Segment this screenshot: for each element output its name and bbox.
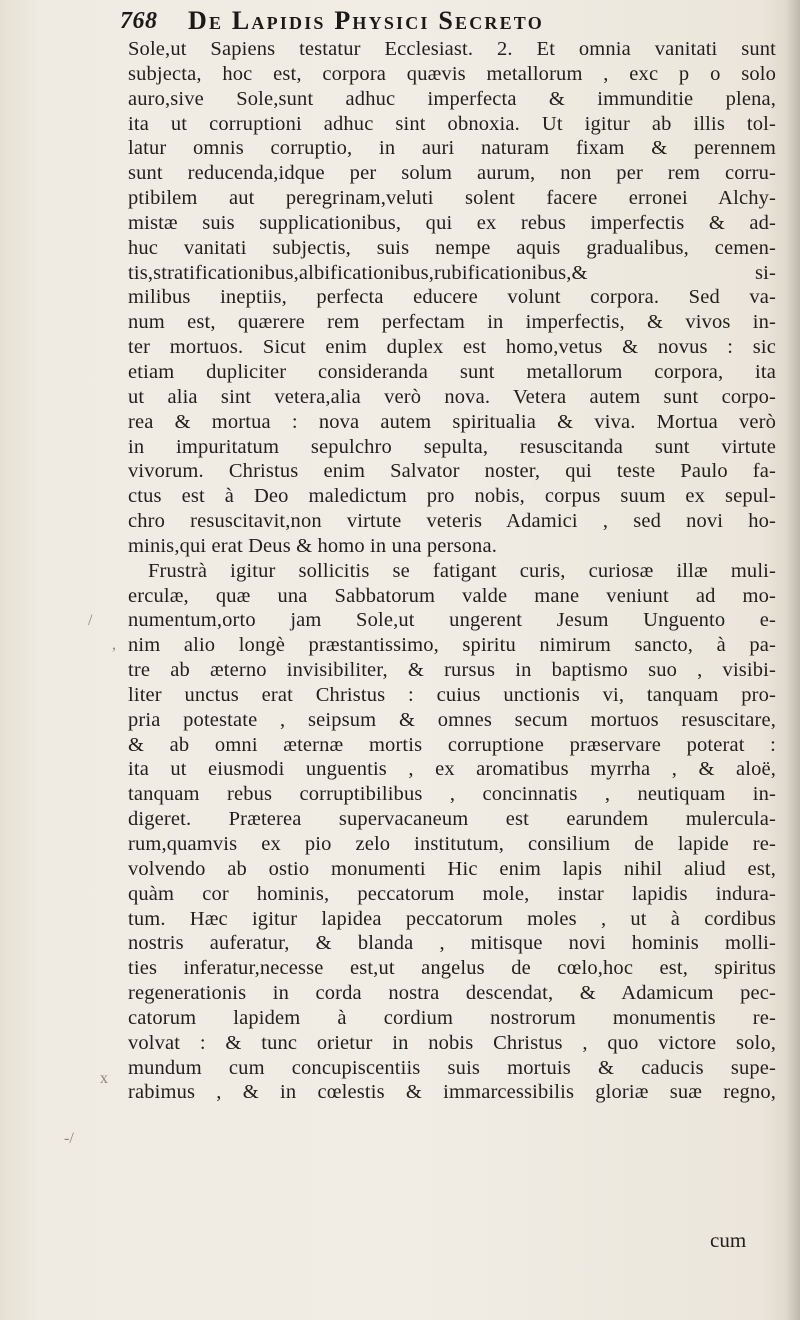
text-line: minis,qui erat Deus & homo in una persona.	[128, 534, 497, 557]
text-line: subjecta, hoc est, corpora quævis metallorum , exc p o solo	[128, 62, 776, 85]
text-line: nim alio longè præstantissimo, spiritu nimirum sancto, à pa-	[128, 634, 776, 657]
text-line: regenerationis in corda nostra descendat, & Adamicum pec-	[128, 982, 776, 1005]
text-line: tis,stratificationibus,albificationibus,rubificationibus,& si-	[128, 261, 776, 284]
text-line: tum. Hæc igitur lapidea peccatorum moles , ut à cordibus	[128, 907, 776, 930]
text-line: volvendo ab ostio monumenti Hic enim lapis nihil aliud est,	[128, 857, 776, 880]
text-line: ita ut corruptioni adhuc sint obnoxia. Ut igitur ab illis tol-	[128, 112, 776, 135]
text-line: quàm cor hominis, peccatorum mole, instar lapidis indura-	[128, 882, 776, 905]
running-title: De Lapidis Physici Secreto	[188, 6, 544, 35]
text-line: rabimus , & in cœlestis & immarcessibilis gloriæ suæ regno,	[128, 1081, 776, 1104]
margin-comma-mark: ,	[112, 636, 116, 653]
text-line: pria potestate , seipsum & omnes secum mortuos resuscitare,	[128, 708, 776, 731]
margin-hook-mark: -/	[64, 1130, 74, 1147]
text-line: etiam dupliciter consideranda sunt metallorum corpora, ita	[128, 360, 776, 383]
text-line: ties inferatur,necesse est,ut angelus de cœlo,hoc est, spiritus	[128, 957, 776, 980]
text-line: sunt reducenda,idque per solum aurum, non per rem corru-	[128, 162, 776, 185]
text-line: rea & mortua : nova autem spiritualia & viva. Mortua verò	[128, 410, 776, 433]
text-line: & ab omni æternæ mortis corruptione præservare poterat :	[128, 733, 776, 756]
text-line: ut alia sint vetera,alia verò nova. Vetera autem sunt corpo-	[128, 385, 776, 408]
spine-shadow	[786, 0, 800, 1320]
text-line: liter unctus erat Christus : cuius unctionis vi, tanquam pro-	[128, 683, 776, 706]
page-number: 768	[120, 8, 158, 34]
margin-slash-mark: /	[88, 612, 93, 629]
text-line: num est, quærere rem perfectam in imperfectis, & vivos in-	[128, 311, 776, 334]
text-line: auro,sive Sole,sunt adhuc imperfecta & immunditie plena,	[128, 87, 776, 110]
text-line: mundum cum concupiscentiis suis mortuis & caducis supe-	[128, 1056, 776, 1079]
catchword: cum	[710, 1228, 747, 1252]
page-header	[120, 2, 760, 38]
text-line: latur omnis corruptio, in auri naturam fixam & perennem	[128, 137, 776, 160]
text-line: mistæ suis supplicationibus, qui ex rebus imperfectis & ad-	[128, 211, 776, 234]
text-line: volvat : & tunc orietur in nobis Christus , quo victore solo,	[128, 1031, 776, 1054]
text-line: erculæ, quæ una Sabbatorum valde mane veniunt ad mo-	[128, 584, 776, 607]
text-line: catorum lapidem à cordium nostrorum monumentis re-	[128, 1006, 776, 1029]
text-line: digeret. Præterea supervacaneum est earundem mulercula-	[128, 808, 776, 831]
text-line: ter mortuos. Sicut enim duplex est homo,vetus & novus : sic	[128, 336, 776, 359]
margin-x-mark: x	[100, 1070, 108, 1087]
body-text	[128, 37, 776, 1105]
text-line: ita ut eiusmodi unguentis , ex aromatibus myrrha , & aloë,	[128, 758, 776, 781]
text-line: tanquam rebus corruptibilibus , concinnatis , neutiquam in-	[128, 783, 776, 806]
text-line: chro resuscitavit,non virtute veteris Adamici , sed novi ho-	[128, 510, 776, 533]
text-line: rum,quamvis ex pio zelo institutum, consilium de lapide re-	[128, 833, 776, 855]
text-line: ctus est à Deo maledictum pro nobis, corpus suum ex sepul-	[128, 485, 776, 508]
text-line: vivorum. Christus enim Salvator noster, qui teste Paulo fa-	[128, 460, 776, 483]
text-line: Sole,ut Sapiens testatur Ecclesiast. 2. Et omnia vanitati sunt	[128, 38, 776, 60]
text-line: Frustrà igitur sollicitis se fatigant curis, curiosæ illæ muli-	[148, 559, 776, 582]
text-line: nostris auferatur, & blanda , mitisque novi hominis molli-	[128, 932, 776, 955]
text-line: tre ab æterno invisibiliter, & rursus in baptismo suo , visibi-	[128, 659, 776, 682]
text-line: milibus ineptiis, perfecta educere volunt corpora. Sed va-	[128, 286, 776, 309]
text-line: numentum,orto jam Sole,ut ungerent Jesum Unguento e-	[128, 609, 776, 632]
text-line: huc vanitati subjectis, suis nempe aquis gradualibus, cemen-	[128, 236, 776, 259]
text-line: ptibilem aut peregrinam,veluti solent facere erronei Alchy-	[128, 187, 776, 210]
text-line: in impuritatum sepulchro sepulta, resuscitanda sunt virtute	[128, 435, 776, 458]
